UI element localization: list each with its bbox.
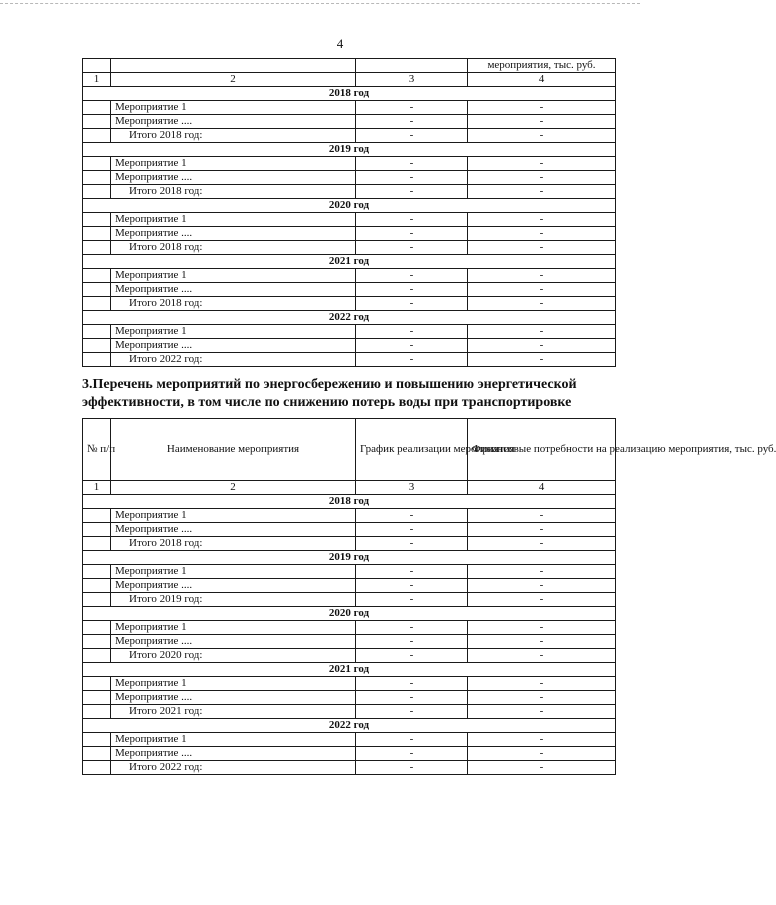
schedule-cell: - — [356, 213, 468, 227]
row-number-cell — [83, 241, 111, 255]
activity-name-cell: Итого 2018 год: — [111, 297, 356, 311]
schedule-cell: - — [356, 157, 468, 171]
finance-cell: - — [468, 733, 616, 747]
schedule-cell: - — [356, 705, 468, 719]
table-row — [83, 171, 616, 185]
year-row — [83, 311, 616, 325]
schedule-cell: - — [356, 283, 468, 297]
activity-name-cell: Мероприятие .... — [111, 691, 356, 705]
total-row — [83, 593, 616, 607]
finance-cell: - — [468, 101, 616, 115]
total-row — [83, 705, 616, 719]
finance-cell: - — [468, 269, 616, 283]
year-row — [83, 663, 616, 677]
activity-name-cell: Мероприятие 1 — [111, 677, 356, 691]
finance-cell: - — [468, 241, 616, 255]
year-heading: 2020 год — [83, 607, 616, 621]
header-cell-number — [83, 59, 111, 73]
activity-name-cell: Мероприятие 1 — [111, 269, 356, 283]
column-number: 1 — [83, 73, 111, 87]
finance-cell: - — [468, 579, 616, 593]
activity-name-cell: Мероприятие .... — [111, 227, 356, 241]
year-heading: 2022 год — [83, 719, 616, 733]
total-row — [83, 185, 616, 199]
year-heading: 2020 год — [83, 199, 616, 213]
year-row — [83, 87, 616, 101]
finance-cell: - — [468, 537, 616, 551]
activity-name-cell: Мероприятие 1 — [111, 101, 356, 115]
year-row — [83, 495, 616, 509]
activity-name-cell: Мероприятие 1 — [111, 213, 356, 227]
table-row — [83, 101, 616, 115]
year-row — [83, 143, 616, 157]
page-top-edge — [0, 3, 640, 4]
total-row — [83, 649, 616, 663]
finance-cell: - — [468, 705, 616, 719]
finance-cell: - — [468, 593, 616, 607]
finance-cell: - — [468, 691, 616, 705]
activity-name-cell: Мероприятие .... — [111, 523, 356, 537]
header-schedule: График реализации мероприятия — [356, 419, 468, 481]
finance-cell: - — [468, 565, 616, 579]
row-number-cell — [83, 677, 111, 691]
schedule-cell: - — [356, 171, 468, 185]
row-number-cell — [83, 213, 111, 227]
schedule-cell: - — [356, 297, 468, 311]
finance-cell: - — [468, 185, 616, 199]
schedule-cell: - — [356, 129, 468, 143]
row-number-cell — [83, 761, 111, 775]
schedule-cell: - — [356, 241, 468, 255]
activity-name-cell: Итого 2018 год: — [111, 185, 356, 199]
finance-cell: - — [468, 621, 616, 635]
activity-name-cell: Мероприятие 1 — [111, 325, 356, 339]
year-heading: 2018 год — [83, 495, 616, 509]
row-number-cell — [83, 339, 111, 353]
activity-name-cell: Мероприятие .... — [111, 115, 356, 129]
finance-cell: - — [468, 353, 616, 367]
row-number-cell — [83, 269, 111, 283]
schedule-cell: - — [356, 325, 468, 339]
schedule-cell: - — [356, 677, 468, 691]
header-cell-schedule — [356, 59, 468, 73]
year-row — [83, 719, 616, 733]
column-numbers-row — [83, 481, 616, 495]
column-number: 4 — [468, 73, 616, 87]
activity-name-cell: Мероприятие 1 — [111, 157, 356, 171]
activity-name-cell: Мероприятие 1 — [111, 509, 356, 523]
activities-table-continued — [82, 58, 616, 367]
row-number-cell — [83, 353, 111, 367]
row-number-cell — [83, 101, 111, 115]
row-number-cell — [83, 509, 111, 523]
table-row — [83, 283, 616, 297]
row-number-cell — [83, 227, 111, 241]
header-cell-finance: мероприятия, тыс. руб. — [468, 59, 616, 73]
table-row — [83, 579, 616, 593]
schedule-cell: - — [356, 733, 468, 747]
finance-cell: - — [468, 339, 616, 353]
table-row — [83, 509, 616, 523]
finance-cell: - — [468, 747, 616, 761]
year-row — [83, 199, 616, 213]
finance-cell: - — [468, 649, 616, 663]
activity-name-cell: Итого 2018 год: — [111, 537, 356, 551]
column-numbers-row — [83, 73, 616, 87]
table-row — [83, 227, 616, 241]
page-number: 4 — [336, 36, 344, 51]
finance-cell: - — [468, 283, 616, 297]
row-number-cell — [83, 283, 111, 297]
schedule-cell: - — [356, 621, 468, 635]
table-row — [83, 621, 616, 635]
row-number-cell — [83, 593, 111, 607]
activity-name-cell: Итого 2019 год: — [111, 593, 356, 607]
table-row — [83, 747, 616, 761]
row-number-cell — [83, 185, 111, 199]
header-cell-name — [111, 59, 356, 73]
table-header-continued — [83, 59, 616, 73]
row-number-cell — [83, 649, 111, 663]
table-row — [83, 339, 616, 353]
total-row — [83, 353, 616, 367]
row-number-cell — [83, 537, 111, 551]
row-number-cell — [83, 297, 111, 311]
row-number-cell — [83, 565, 111, 579]
activity-name-cell: Итого 2018 год: — [111, 129, 356, 143]
year-row — [83, 255, 616, 269]
schedule-cell: - — [356, 761, 468, 775]
table-row — [83, 691, 616, 705]
activity-name-cell: Мероприятие 1 — [111, 733, 356, 747]
schedule-cell: - — [356, 565, 468, 579]
row-number-cell — [83, 691, 111, 705]
activity-name-cell: Итого 2021 год: — [111, 705, 356, 719]
total-row — [83, 297, 616, 311]
year-heading: 2019 год — [83, 551, 616, 565]
year-heading: 2021 год — [83, 663, 616, 677]
finance-cell: - — [468, 157, 616, 171]
table-row — [83, 677, 616, 691]
total-row — [83, 129, 616, 143]
total-row — [83, 241, 616, 255]
row-number-cell — [83, 523, 111, 537]
table-row — [83, 325, 616, 339]
activity-name-cell: Итого 2022 год: — [111, 761, 356, 775]
column-number: 4 — [468, 481, 616, 495]
row-number-cell — [83, 157, 111, 171]
energy-saving-activities-table — [82, 418, 776, 775]
schedule-cell: - — [356, 269, 468, 283]
table-row — [83, 733, 616, 747]
year-row — [83, 551, 616, 565]
total-row — [83, 537, 616, 551]
activity-name-cell: Мероприятие .... — [111, 635, 356, 649]
schedule-cell: - — [356, 649, 468, 663]
table-row — [83, 157, 616, 171]
total-row — [83, 761, 616, 775]
row-number-cell — [83, 705, 111, 719]
finance-cell: - — [468, 129, 616, 143]
finance-cell: - — [468, 171, 616, 185]
year-row — [83, 607, 616, 621]
activity-name-cell: Итого 2018 год: — [111, 241, 356, 255]
schedule-cell: - — [356, 339, 468, 353]
activity-name-cell: Мероприятие .... — [111, 171, 356, 185]
table-row — [83, 565, 616, 579]
schedule-cell: - — [356, 747, 468, 761]
schedule-cell: - — [356, 353, 468, 367]
activity-name-cell: Мероприятие .... — [111, 747, 356, 761]
finance-cell: - — [468, 523, 616, 537]
schedule-cell: - — [356, 227, 468, 241]
year-heading: 2021 год — [83, 255, 616, 269]
row-number-cell — [83, 129, 111, 143]
activity-name-cell: Мероприятие 1 — [111, 621, 356, 635]
schedule-cell: - — [356, 523, 468, 537]
row-number-cell — [83, 171, 111, 185]
schedule-cell: - — [356, 185, 468, 199]
schedule-cell: - — [356, 101, 468, 115]
finance-cell: - — [468, 227, 616, 241]
table-row — [83, 213, 616, 227]
year-heading: 2022 год — [83, 311, 616, 325]
column-number: 3 — [356, 73, 468, 87]
table-row — [83, 635, 616, 649]
row-number-cell — [83, 115, 111, 129]
header-name: Наименование мероприятия — [111, 419, 356, 481]
finance-cell: - — [468, 213, 616, 227]
activity-name-cell: Мероприятие 1 — [111, 565, 356, 579]
header-number: № п/п — [83, 419, 111, 481]
table-row — [83, 269, 616, 283]
year-heading: 2018 год — [83, 87, 616, 101]
row-number-cell — [83, 635, 111, 649]
row-number-cell — [83, 325, 111, 339]
schedule-cell: - — [356, 537, 468, 551]
schedule-cell: - — [356, 509, 468, 523]
activity-name-cell: Мероприятие .... — [111, 283, 356, 297]
activity-name-cell: Итого 2022 год: — [111, 353, 356, 367]
activity-name-cell: Мероприятие .... — [111, 579, 356, 593]
schedule-cell: - — [356, 579, 468, 593]
table-row — [83, 115, 616, 129]
year-heading: 2019 год — [83, 143, 616, 157]
table-header — [83, 419, 616, 481]
section-3-title: 3.Перечень мероприятий по энергосбережению и повышению энергетической эффективности, в том числе по снижению потерь воды при транспортировке — [82, 377, 577, 410]
finance-cell: - — [468, 115, 616, 129]
row-number-cell — [83, 579, 111, 593]
schedule-cell: - — [356, 593, 468, 607]
table-row — [83, 523, 616, 537]
row-number-cell — [83, 621, 111, 635]
header-finance: Финансовые потребности на реализацию мероприятия, тыс. руб. — [468, 419, 616, 481]
finance-cell: - — [468, 509, 616, 523]
activity-name-cell: Мероприятие .... — [111, 339, 356, 353]
column-number: 3 — [356, 481, 468, 495]
finance-cell: - — [468, 325, 616, 339]
row-number-cell — [83, 733, 111, 747]
finance-cell: - — [468, 297, 616, 311]
column-number: 2 — [111, 73, 356, 87]
finance-cell: - — [468, 761, 616, 775]
column-number: 1 — [83, 481, 111, 495]
schedule-cell: - — [356, 115, 468, 129]
finance-cell: - — [468, 677, 616, 691]
schedule-cell: - — [356, 635, 468, 649]
activity-name-cell: Итого 2020 год: — [111, 649, 356, 663]
column-number: 2 — [111, 481, 356, 495]
schedule-cell: - — [356, 691, 468, 705]
finance-cell: - — [468, 635, 616, 649]
row-number-cell — [83, 747, 111, 761]
